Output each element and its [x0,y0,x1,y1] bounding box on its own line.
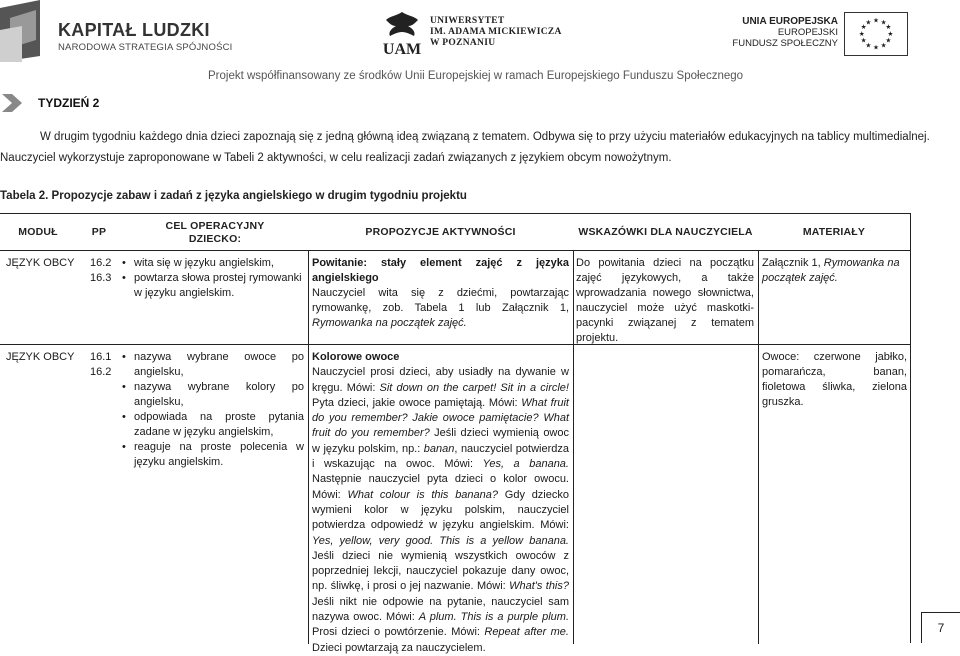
intro-line-2: Nauczyciel wykorzystuje zaproponowane w Tabeli 2 aktywności, w celu realizacji zadań związanych z językiem obcym nowożytnym. [0,152,672,164]
ue-line-1: UNIA EUROPEJSKA [742,16,838,27]
svg-text:★: ★ [880,18,887,27]
row1-activity-title: Powitanie: stały element zajęć z języka angielskiego [312,257,569,284]
row1-pp-1: 16.2 [90,257,112,269]
row2-cel-item: • nazywa wybrane kolory po angielsku, [122,380,304,410]
ue-line-3: FUNDUSZ SPOŁECZNY [732,38,838,49]
divider [758,251,759,644]
header-propozycje: PROPOZYCJE AKTYWNOŚCI [365,226,516,238]
kl-title: KAPITAŁ LUDZKI [58,20,210,40]
chevron-right-icon [2,94,24,112]
section-title: TYDZIEŃ 2 [38,96,100,110]
row2-modul: JĘZYK OBCY [6,351,75,363]
row1-materialy: Załącznik 1, Rymowanka na początek zajęć. [762,257,900,284]
row-divider [0,344,910,345]
row1-pp [90,256,120,286]
uam-crest-logo [382,10,422,58]
row2-cel-item: • odpowiada na proste pytania zadane w języku angielskim, [122,410,304,440]
cofinancing-note: Projekt współfinansowany ze środków Unii Europejskiej w ramach Europejskiego Funduszu Społecznego [208,70,744,82]
page-header [0,0,960,90]
svg-text:★: ★ [885,36,892,45]
svg-text:★: ★ [860,36,867,45]
row1-propozycje [312,256,569,331]
header-materialy: MATERIAŁY [802,226,866,238]
row2-cel-item: • reaguje na proste polecenia w języku angielskim. [122,440,304,470]
svg-text:★: ★ [887,29,894,38]
activities-table [0,213,911,654]
svg-text:★: ★ [873,43,879,52]
row1-cel-item: • wita się w języku angielskim, [122,256,304,271]
row2-pp-2: 16.2 [90,366,112,378]
row2-activity-title: Kolorowe owoce [312,351,400,363]
ue-line-2: EUROPEJSKI [777,27,838,38]
header-pp: PP [91,226,107,238]
svg-text:★: ★ [873,16,879,25]
row2-activity-text: Nauczyciel prosi dzieci, aby usiadły na dywanie w kręgu. Mówi: Sit down on the carpet! Sit in a circle! Pyta dzieci, jakie owoce pamiętają. Mówi: What fruit do you remember? Jakie owoce pamiętacie? What fruit do you remember? Jeśli dzieci wymienią owoc w języku polskim, np.: banan, nauczyciel potwierdza i wskazując na owoc. Mówi: Yes, a banana. Następnie nauczyciel pyta dzieci o kolor owocu. Mówi: What colour is this banana? Gdy dziecko wymieni kolor w języku polskim, nauczyciel potwierdza odpowiedź w języku angielskim. Mówi: Yes, yellow, very good. This is a yellow banana. Jeśli dzieci nie wymienią wszystkich owoców z poprzedniej lekcji, nauczyciel pokazuje dany owoc, np. śliwkę, i prosi o jej nazwanie. Mówi: What's this? Jeśli nikt nie odpowie na pytanie, nauczyciel sam nazywa owoc. Mówi: A plum. This is a purple plum. Prosi dzieci o powtórzenie. Mówi: Repeat after me. Dzieci powtarzają za nauczycielem. [312,366,569,654]
uam-line-1: UNIWERSYTET [430,16,505,26]
row2-propozycje [312,350,569,656]
svg-text:★: ★ [885,23,892,32]
row1-activity-text: Nauczyciel wita się z dziećmi, powtarzając rymowankę, zob. Tabela 1 lub Załącznik 1, Rymowanka na początek zajęć. [312,287,569,329]
header-wskazowki: WSKAZÓWKI DLA NAUCZYCIELA [578,226,753,238]
row2-cel [122,350,304,470]
kl-subtitle: NARODOWA STRATEGIA SPÓJNOŚCI [58,42,233,53]
eu-flag-icon [844,12,908,56]
row1-pp-2: 16.3 [90,272,112,284]
uam-line-2: IM. ADAMA MICKIEWICZA [430,27,562,37]
header-cel: CEL OPERACYJNY DZIECKO: [165,219,265,245]
row1-modul: JĘZYK OBCY [6,257,75,269]
svg-text:★: ★ [880,41,887,50]
row1-cel-item: • powtarza słowa prostej rymowanki w języku angielskim. [122,271,304,301]
intro-text [0,127,960,169]
ue-name [732,16,838,49]
page-number: 7 [921,612,960,643]
uam-line-3: W POZNANIU [430,38,496,48]
row2-materialy: Owoce: czerwone jabłko, pomarańcza, banan, fioletowa śliwka, zielona gruszka. [762,351,907,408]
table-header [0,214,910,251]
uam-name [430,16,562,49]
row2-pp-1: 16.1 [90,351,112,363]
row1-wskazowki: Do powitania dzieci na początku zajęć językowych, a także wprowadzania nowego słownictwa, nauczyciel może użyć maskotki-pacynki związanej z tematem projektu. [576,257,754,344]
row2-pp [90,350,120,380]
svg-text:★: ★ [865,41,872,50]
divider [308,251,309,644]
kapital-ludzki-logo [0,0,52,62]
svg-text:★: ★ [860,23,867,32]
divider [573,251,574,644]
header-modul: MODUŁ [18,226,58,238]
svg-text:★: ★ [858,29,865,38]
intro-line-1: W drugim tygodniu każdego dnia dzieci zapoznają się z jedną główną ideą związaną z tematem. Odbywa się to przy użyciu materiałów edukacyjnych na tablicy multimedialnej. [40,131,930,143]
table-caption: Tabela 2. Propozycje zabaw i zadań z języka angielskiego w drugim tygodniu projektu [0,190,467,202]
svg-text:UAM: UAM [382,41,422,58]
row2-cel-item: • nazywa wybrane owoce po angielsku, [122,350,304,380]
svg-text:★: ★ [865,18,872,27]
row1-cel [122,256,304,301]
